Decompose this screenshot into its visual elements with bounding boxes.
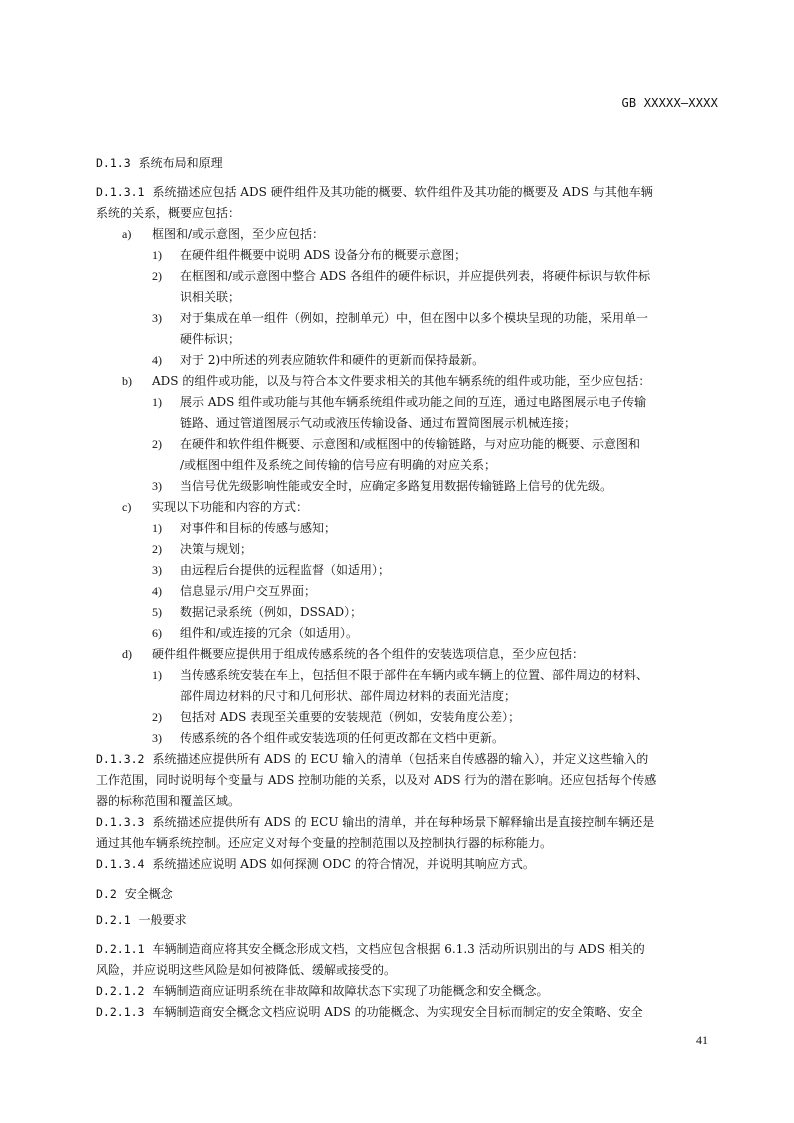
- paragraph-d2-1-3: [96, 1002, 722, 1023]
- sub-text: 信息显示/用户交互界面；: [180, 584, 317, 598]
- clause-text: 系统描述应说明 ADS 如何探测 ODC 的符合情况，并说明其响应方式。: [152, 857, 535, 871]
- standard-code-header: GB XXXXX—XXXX: [621, 96, 718, 110]
- sub-item: [96, 245, 722, 266]
- section-heading-d21: [96, 907, 722, 933]
- paragraph-continuation: 系统的关系，概要应包括：: [96, 206, 241, 220]
- sub-text: 决策与规划；: [180, 542, 253, 556]
- paragraph-d1-3-2: [96, 749, 722, 770]
- paragraph-d2-1-1: [96, 939, 722, 960]
- clause-number: D.2.1.2: [96, 984, 145, 998]
- list-marker: b): [122, 374, 132, 388]
- list-marker: c): [122, 500, 132, 514]
- sub-item: [96, 728, 722, 749]
- clause-number: D.2.1.1: [96, 942, 145, 956]
- sub-marker: 4): [152, 353, 162, 367]
- sub-marker: 2): [152, 269, 162, 283]
- paragraph-d1-3-3: [96, 812, 722, 833]
- clause-number: D.1.3.1: [96, 185, 145, 199]
- list-text: ADS 的组件或功能，以及与符合本文件要求相关的其他车辆系统的组件或功能，至少应包括：: [152, 374, 651, 388]
- clause-text: 系统描述应提供所有 ADS 的 ECU 输入的清单（包括来自传感器的输入），并定义这些输入的: [152, 752, 649, 766]
- sub-continuation: /或框图中组件及系统之间传输的信号应有明确的对应关系；: [180, 458, 497, 472]
- sub-marker: 5): [152, 605, 162, 619]
- section-title: 系统布局和原理: [138, 156, 223, 170]
- paragraph-d1-3-1: [96, 182, 722, 203]
- list-item-a: [96, 224, 722, 245]
- sub-item: [96, 623, 722, 644]
- list-marker: a): [122, 227, 132, 241]
- sub-item: [96, 665, 722, 686]
- sub-item: [96, 266, 722, 287]
- list-item-d: [96, 644, 722, 665]
- sub-text: 在硬件和软件组件概要、示意图和/或框图中的传输链路，与对应功能的概要、示意图和: [180, 437, 641, 451]
- sub-item: [96, 392, 722, 413]
- sub-marker: 2): [152, 710, 162, 724]
- section-title: 安全概念: [124, 887, 173, 901]
- paragraph-continuation: 通过其他车辆系统控制。还应定义对每个变量的控制范围以及控制执行器的标称能力。: [96, 836, 553, 850]
- sub-text: 包括对 ADS 表现至关重要的安装规范（例如，安装角度公差）；: [180, 710, 521, 724]
- clause-text: 车辆制造商应证明系统在非故障和故障状态下实现了功能概念和安全概念。: [152, 984, 549, 998]
- sub-item: [96, 560, 722, 581]
- sub-text: 数据记录系统（例如，DSSAD）；: [180, 605, 363, 619]
- sub-continuation: 部件周边材料的尺寸和几何形状、部件周边材料的表面光洁度；: [180, 689, 517, 703]
- sub-marker: 2): [152, 437, 162, 451]
- paragraph-d2-1-2: [96, 981, 722, 1002]
- section-number: D.1.3: [96, 156, 131, 170]
- sub-marker: 4): [152, 584, 162, 598]
- sub-text: 当传感系统安装在车上，包括但不限于部件在车辆内或车辆上的位置、部件周边的材料、: [180, 668, 649, 682]
- section-title: 一般要求: [138, 913, 187, 927]
- sub-marker: 3): [152, 479, 162, 493]
- clause-text: 系统描述应提供所有 ADS 的 ECU 输出的清单，并在每种场景下解释输出是直接控制车辆还是: [152, 815, 655, 829]
- sub-continuation: 链路、通过管道图展示气动或液压传输设备、通过布置简图展示机械连接；: [180, 416, 577, 430]
- sub-text: 在硬件组件概要中说明 ADS 设备分布的概要示意图；: [180, 248, 467, 262]
- section-number: D.2.1: [96, 913, 131, 927]
- paragraph-continuation: 风险，并应说明这些风险是如何被降低、缓解或接受的。: [96, 963, 397, 977]
- clause-text: 车辆制造商应将其安全概念形成文档，文档应包含根据 6.1.3 活动所识别出的与 ADS 相关的: [152, 942, 645, 956]
- sub-text: 对于 2)中所述的列表应随软件和硬件的更新而保持最新。: [180, 353, 485, 367]
- page-number: 41: [696, 1033, 708, 1047]
- section-heading-d13: [96, 150, 722, 176]
- sub-marker: 1): [152, 395, 162, 409]
- sub-item: [96, 581, 722, 602]
- sub-text: 对于集成在单一组件（例如，控制单元）中，但在图中以多个模块呈现的功能，采用单一: [180, 311, 649, 325]
- sub-marker: 3): [152, 311, 162, 325]
- sub-text: 在框图和/或示意图中整合 ADS 各组件的硬件标识，并应提供列表，将硬件标识与软件标: [180, 269, 651, 283]
- sub-item: [96, 518, 722, 539]
- paragraph-continuation: 工作范围，同时说明每个变量与 ADS 控制功能的关系，以及对 ADS 行为的潜在影响。还应包括每个传感: [96, 773, 657, 787]
- sub-text: 对事件和目标的传感与感知；: [180, 521, 337, 535]
- page-body: [96, 150, 722, 1023]
- paragraph-continuation: 器的标称范围和覆盖区域。: [96, 794, 241, 808]
- sub-marker: 6): [152, 626, 162, 640]
- sub-item: [96, 476, 722, 497]
- list-marker: d): [122, 647, 132, 661]
- list-item-c: [96, 497, 722, 518]
- section-number: D.2: [96, 887, 117, 901]
- sub-marker: 1): [152, 668, 162, 682]
- sub-item: [96, 350, 722, 371]
- sub-item: [96, 308, 722, 329]
- sub-text: 由远程后台提供的远程监督（如适用）；: [180, 563, 391, 577]
- sub-continuation: 硬件标识；: [180, 332, 241, 346]
- clause-number: D.1.3.2: [96, 752, 145, 766]
- section-heading-d2: [96, 881, 722, 907]
- list-item-b: [96, 371, 722, 392]
- clause-number: D.1.3.4: [96, 857, 145, 871]
- sub-text: 展示 ADS 组件或功能与其他车辆系统组件或功能之间的互连，通过电路图展示电子传输: [180, 395, 647, 409]
- sub-marker: 1): [152, 521, 162, 535]
- list-text: 硬件组件概要应提供用于组成传感系统的各个组件的安装选项信息，至少应包括：: [152, 647, 585, 661]
- sub-item: [96, 602, 722, 623]
- sub-marker: 1): [152, 248, 162, 262]
- clause-text: 车辆制造商安全概念文档应说明 ADS 的功能概念、为实现安全目标而制定的安全策略、安全: [152, 1005, 643, 1019]
- sub-text: 当信号优先级影响性能或安全时，应确定多路复用数据传输链路上信号的优先级。: [180, 479, 613, 493]
- sub-text: 传感系统的各个组件或安装选项的任何更改都在文档中更新。: [180, 731, 505, 745]
- list-text: 框图和/或示意图，至少应包括：: [152, 227, 325, 241]
- clause-number: D.2.1.3: [96, 1005, 145, 1019]
- list-text: 实现以下功能和内容的方式：: [152, 500, 309, 514]
- clause-text: 系统描述应包括 ADS 硬件组件及其功能的概要、软件组件及其功能的概要及 ADS 与其他车辆: [152, 185, 653, 199]
- clause-number: D.1.3.3: [96, 815, 145, 829]
- sub-continuation: 识相关联；: [180, 290, 241, 304]
- sub-item: [96, 707, 722, 728]
- sub-text: 组件和/或连接的冗余（如适用）。: [180, 626, 359, 640]
- paragraph-d1-3-4: [96, 854, 722, 875]
- sub-marker: 2): [152, 542, 162, 556]
- sub-item: [96, 434, 722, 455]
- sub-marker: 3): [152, 563, 162, 577]
- sub-marker: 3): [152, 731, 162, 745]
- sub-item: [96, 539, 722, 560]
